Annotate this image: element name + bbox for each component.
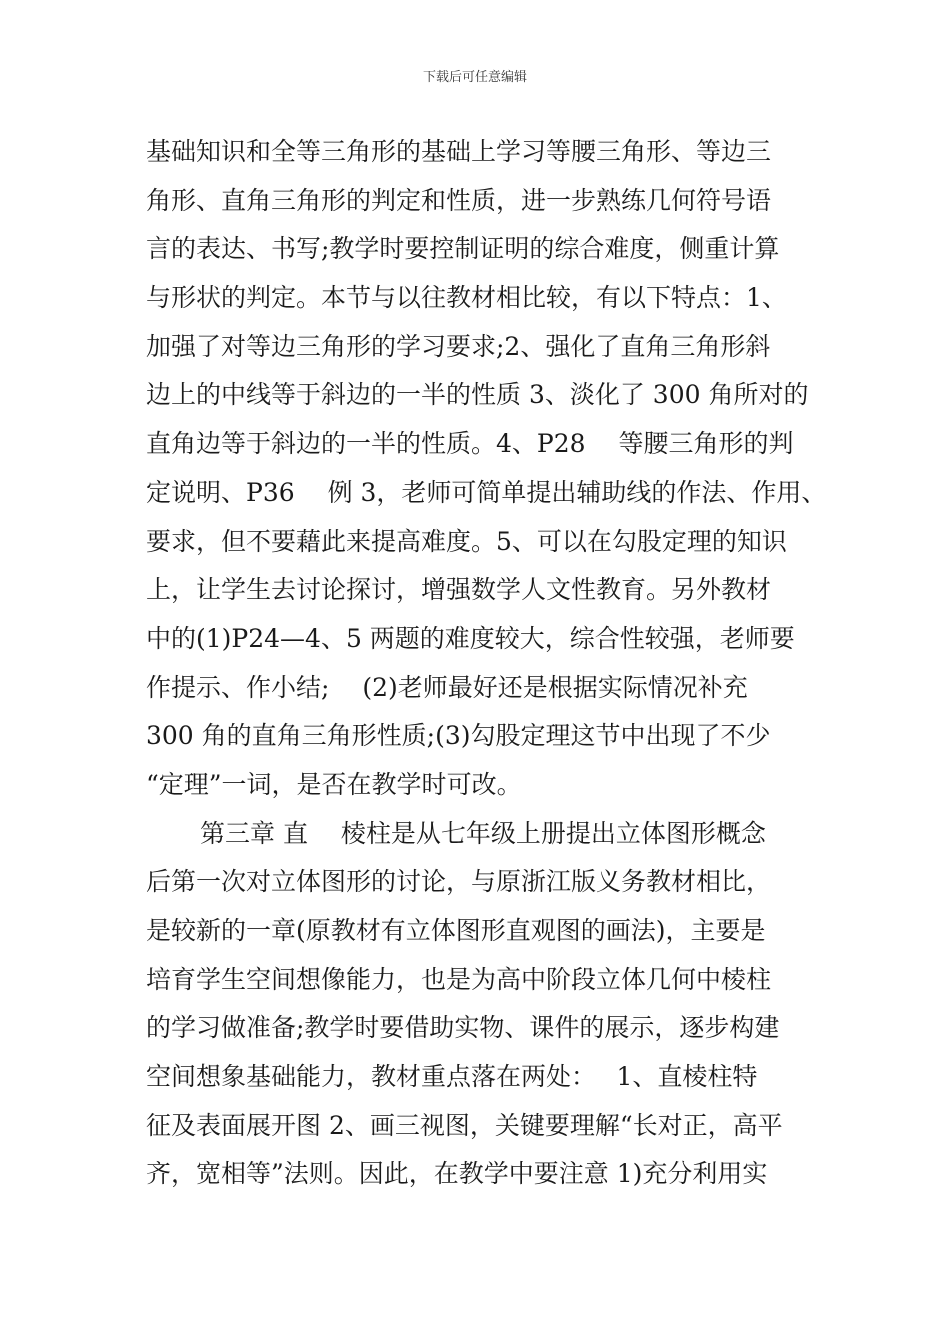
text-line: 300 角的直角三角形性质;(3)勾股定理这节中出现了不少 <box>146 721 771 751</box>
page-header: 下载后可任意编辑 <box>422 70 527 85</box>
text-line: 与形状的判定。本节与以往教材相比较，有以下特点：1、 <box>146 283 787 313</box>
text-line: 要求，但不要藉此来提高难度。5、可以在勾股定理的知识 <box>146 526 787 556</box>
text-line: 作提示、作小结; (2)老师最好还是根据实际情况补充 <box>146 672 748 702</box>
text-line: 上，让学生去讨论探讨，增强数学人文性教育。另外教材 <box>146 575 772 605</box>
text-line: 第三章 直 棱柱是从七年级上册提出立体图形概念 <box>200 818 766 848</box>
text-line: 边上的中线等于斜边的一半的性质 3、淡化了 300 角所对的 <box>146 380 809 410</box>
text-line: 定说明、P36 例 3，老师可简单提出辅助线的作法、作用、 <box>146 477 827 507</box>
text-line: 角形、直角三角形的判定和性质，进一步熟练几何符号语 <box>146 185 772 215</box>
document-body <box>146 128 836 1199</box>
text-line: 齐，宽相等”法则。因此，在教学中要注意 1)充分利用实 <box>146 1159 768 1189</box>
text-line: 基础知识和全等三角形的基础上学习等腰三角形、等边三 <box>146 137 772 166</box>
text-line: 加强了对等边三角形的学习要求;2、强化了直角三角形斜 <box>146 331 771 361</box>
text-line: 是较新的一章(原教材有立体图形直观图的画法)，主要是 <box>146 916 766 945</box>
text-line: 空间想象基础能力，教材重点落在两处： 1、直棱柱特 <box>146 1062 758 1092</box>
text-line: 培育学生空间想像能力，也是为高中阶段立体几何中棱柱 <box>146 964 772 994</box>
text-line: 言的表达、书写;教学时要控制证明的综合难度，侧重计算 <box>146 234 780 264</box>
text-line: 直角边等于斜边的一半的性质。4、P28 等腰三角形的判 <box>146 429 794 459</box>
text-line: 征及表面展开图 2、画三视图，关键要理解“长对正，高平 <box>146 1110 783 1140</box>
text-line: “定理”一词，是否在教学时可改。 <box>146 769 522 799</box>
text-line: 后第一次对立体图形的讨论，与原浙江版义务教材相比， <box>146 867 772 897</box>
text-line: 的学习做准备;教学时要借助实物、课件的展示，逐步构建 <box>146 1013 780 1043</box>
text-line: 中的(1)P24—4、5 两题的难度较大，综合性较强，老师要 <box>146 623 795 653</box>
